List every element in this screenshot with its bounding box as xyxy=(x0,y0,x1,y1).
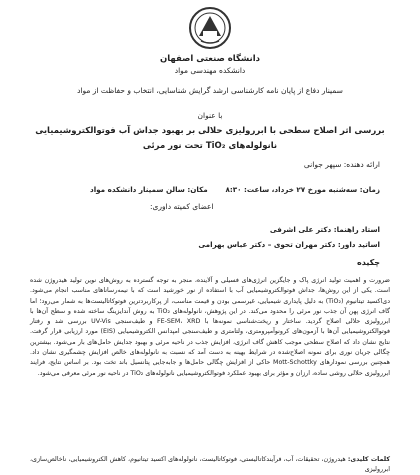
thesis-title: بررسی اثر اصلاح سطحی با ابررولیزی حلالی بر بهبود جداش آب فوتوالکتروشیمیایی نانولوله‌های TiO₂ تحت نور مرئی xyxy=(35,126,385,151)
department-name: دانشکده مهندسی مواد xyxy=(174,66,246,75)
abstract-heading: چکیده xyxy=(356,258,380,267)
presenter-name: ارائه دهنده: سپهر جوانی xyxy=(303,160,380,169)
session-time: زمان: سه‌شنبه مورخ ۲۷ خرداد، ساعت: ۸:۳۰ xyxy=(225,185,380,194)
abstract-body: ضرورت و اهمیت تولید انرژی پاک و جایگزین انرژی‌های فسیلی و آلاینده، منجر به توجه گسترده به روش‌های نوین تولید هیدروژن شده است. یکی از این روش‌ها، جداش فوتوالکتروشیمیایی آب با استفاده از نور خورشید است که با نیمه‌رساناهای مناسب انجام می‌شود. دی‌اکسید تیتانیوم (TiO₂) به دلیل پایداری شیمیایی، غیرسمی بودن و قیمت مناسب، از پرکاربردترین فوتوکاتالیست‌ها به شمار می‌رود؛ اما گاف انرژی پهن آن جذب نور مرئی را محدود می‌کند. در این پژوهش، نانولوله‌های TiO₂ به روش آندایزینگ ساخته شده و سطح آن‌ها با ابررولیزی حلالی اصلاح گردید. ساختار و ریخت‌شناسی نمونه‌ها با FE-SEM، XRD و طیف‌سنجی UV-Vis بررسی شد و رفتار فوتوالکتروشیمیایی آن‌ها با آزمون‌های کرونوآمپرومتری، ولتامتری و طیف‌سنجی امپدانس الکتروشیمیایی (EIS) مورد ارزیابی قرار گرفت. نتایج نشان داد که اصلاح سطحی موجب کاهش گاف انرژی، افزایش جذب در ناحیه مرئی و بهبود جدایش حامل‌های بار می‌شود. بیشترین چگالی جریان نوری برای نمونه اصلاح‌شده در شرایط بهینه به دست آمد که نسبت به نانولوله‌های خالص افزایش چشمگیری نشان داد. همچنین بررسی نمودارهای Mott-Schottky حاکی از افزایش چگالی حامل‌ها و جابه‌جایی پتانسیل باند تخت بود. بر اساس نتایج، فرایند ابررولیزی حلالی روشی ساده، ارزان و مؤثر برای بهبود عملکرد فوتوالکتروشیمیایی نانولوله‌های TiO₂ در ناحیه نور مرئی معرفی می‌شود. xyxy=(30,277,390,377)
judges-label: اعضای کمیته داوری: xyxy=(150,202,214,211)
university-name: دانشگاه صنعتی اصفهان xyxy=(159,54,261,64)
university-logo-icon xyxy=(188,6,232,50)
with-title-label: با عنوان xyxy=(197,111,223,120)
advisor-line: استاد راهنما: دکتر علی اشرفی xyxy=(269,225,380,234)
session-place: مکان: سالن سمینار دانشکده مواد xyxy=(90,185,208,194)
keywords-line xyxy=(30,455,390,475)
keywords-text: هیدروژن، تحقیقات، آب، فرآیندکاتالیستی، فوتوکاتالیست، نانولوله‌های اکسید تیتانیوم، کاهش الکتروشیمیایی، ناخالص‌سازی، ابررولیزی xyxy=(30,456,390,473)
seminar-line: سمینار دفاع از پایان نامه کارشناسی ارشد گرایش شناسایی، انتخاب و حفاظت از مواد xyxy=(77,86,343,95)
keywords-label: کلمات کلیدی: xyxy=(347,456,390,463)
referees-line: اساتید داور: دکتر مهران تحوی – دکتر عباس بهرامی xyxy=(198,240,380,249)
